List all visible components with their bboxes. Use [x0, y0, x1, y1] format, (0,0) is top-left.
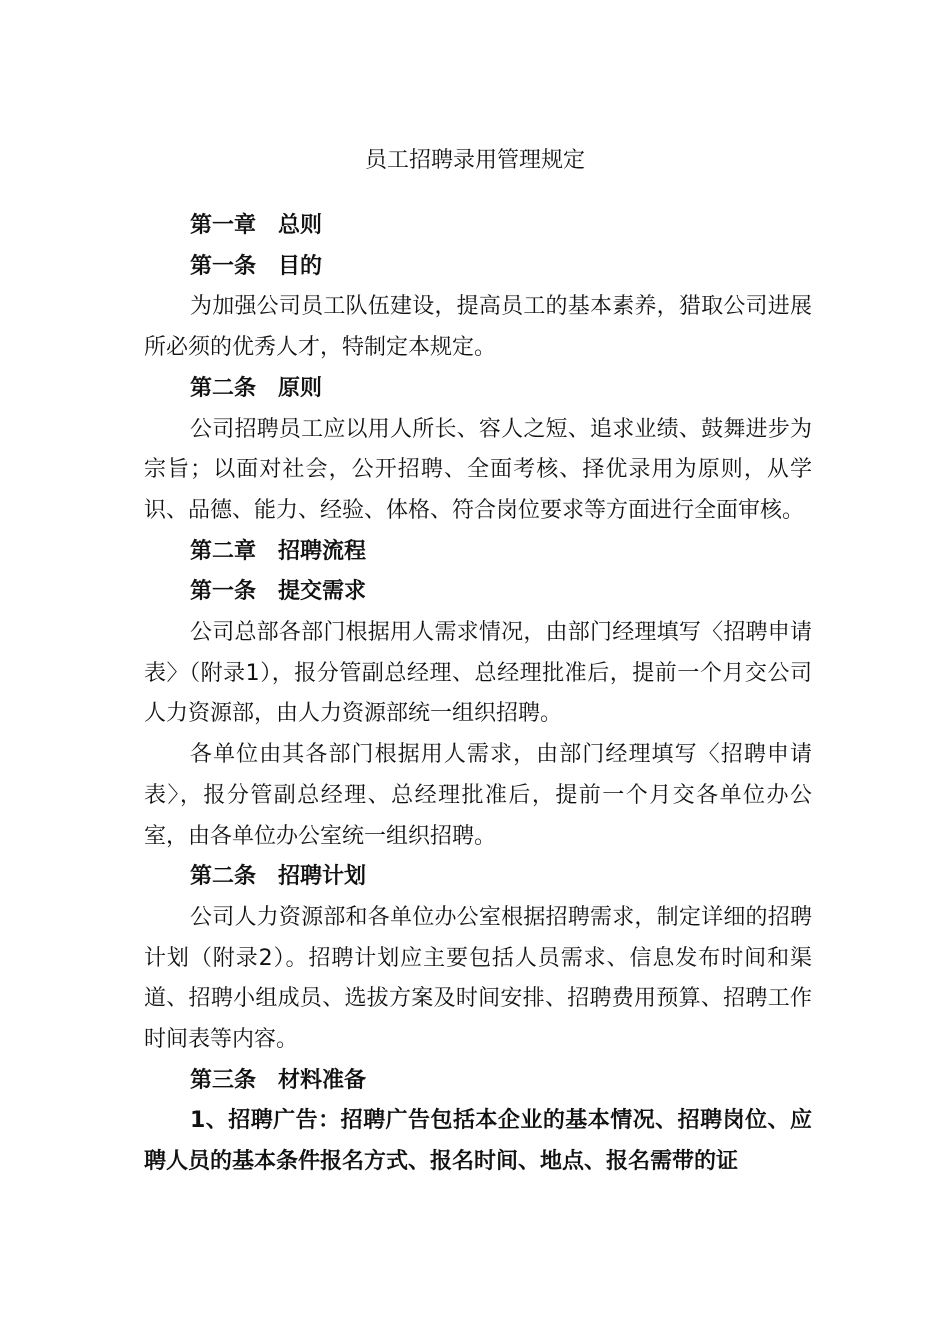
paragraph: 各单位由其各部门根据用人需求，由部门经理填写〈招聘申请表〉，报分管副总经理、总经理批准后，提前一个月交各单位办公室，由各单位办公室统一组织招聘。 [144, 742, 812, 849]
paragraph: 公司人力资源部和各单位办公室根据招聘需求，制定详细的招聘计划（附录2）。招聘计划应主要包括人员需求、信息发布时间和渠道、招聘小组成员、选拔方案及时间安排、招聘费用预算、招聘工作时间表等内容。 [144, 904, 812, 1053]
paragraph-bold: 1、招聘广告：招聘广告包括本企业的基本情况、招聘岗位、应聘人员的基本条件报名方式、报名时间、地点、报名需带的证 [144, 1108, 812, 1175]
paragraph: 为加强公司员工队伍建设，提高员工的基本素养，猎取公司进展所必须的优秀人才，特制定本规定。 [144, 294, 812, 361]
document-title: 员工招聘录用管理规定 [364, 148, 585, 173]
document-body [144, 206, 812, 1183]
article-heading: 第三条 材料准备 [190, 1067, 367, 1093]
article-heading: 第一条 目的 [190, 253, 323, 279]
paragraph: 公司招聘员工应以用人所长、容人之短、追求业绩、鼓舞进步为宗旨；以面对社会，公开招聘、全面考核、择优录用为原则，从学识、品德、能力、经验、体格、符合岗位要求等方面进行全面审核。 [144, 416, 812, 523]
chapter-heading: 第二章 招聘流程 [190, 538, 367, 564]
article-heading: 第二条 原则 [190, 375, 323, 401]
article-heading: 第二条 招聘计划 [190, 864, 367, 890]
article-heading: 第一条 提交需求 [190, 579, 367, 605]
chapter-heading: 第一章 总则 [190, 213, 323, 238]
paragraph: 公司总部各部门根据用人需求情况，由部门经理填写〈招聘申请表〉（附录1），报分管副总经理、总经理批准后，提前一个月交公司人力资源部，由人力资源部统一组织招聘。 [144, 620, 812, 727]
